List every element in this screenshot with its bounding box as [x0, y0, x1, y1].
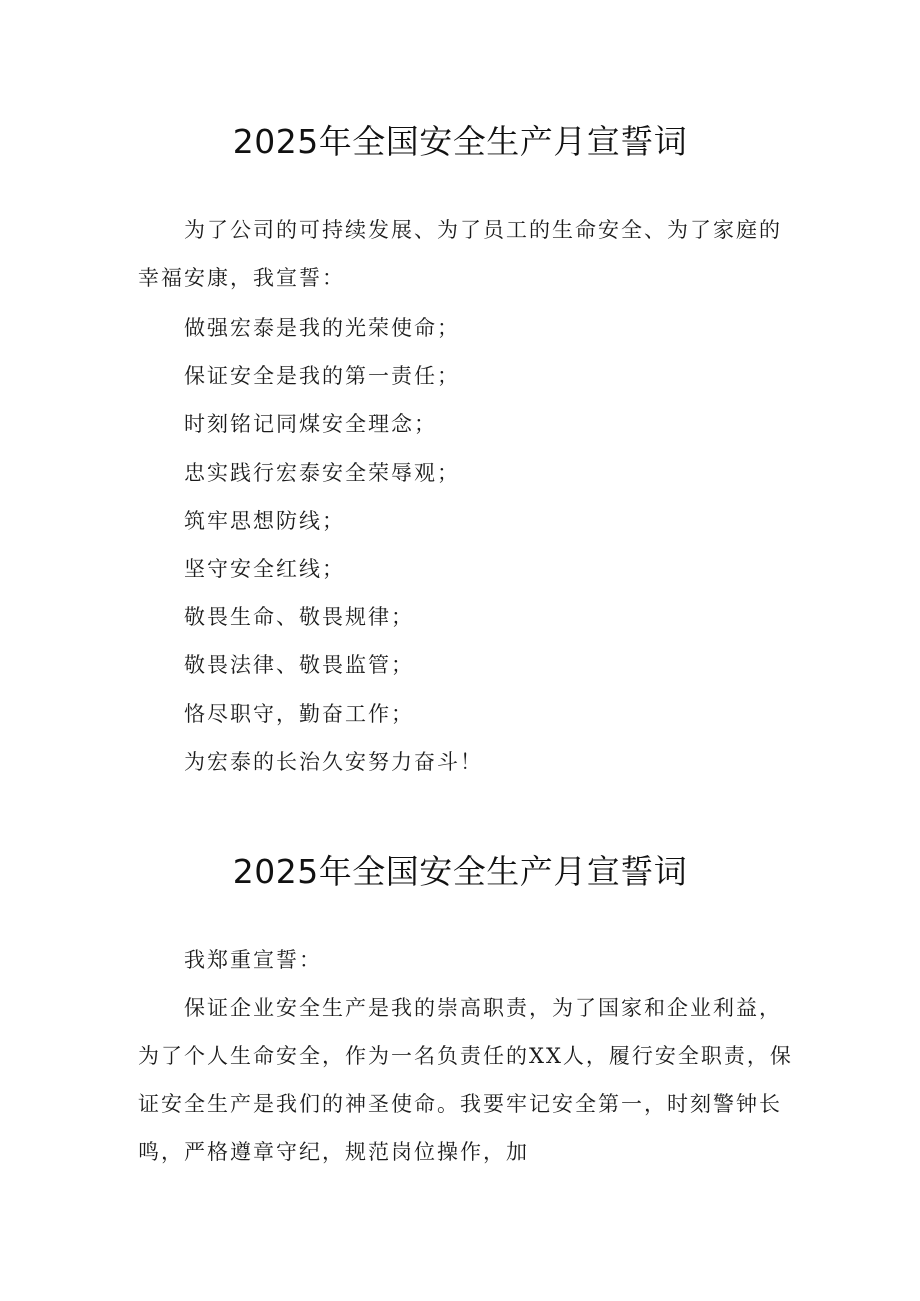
- vow-item: 恪尽职守，勤奋工作；: [184, 701, 414, 726]
- vow-item: 时刻铭记同煤安全理念；: [184, 412, 437, 437]
- section2-body: 保证企业安全生产是我的崇高职责，为了国家和企业利益，为了个人生命安全，作为一名负责任的XX人，履行安全职责，保证安全生产是我们的神圣使命。我要牢记安全第一，时刻警钟长鸣，严格遵章守纪，规范岗位操作，加: [138, 996, 793, 1164]
- vow-item: 为宏泰的长治久安努力奋斗！: [184, 749, 483, 774]
- vow-item: 敬畏法律、敬畏监管；: [184, 653, 414, 678]
- vow-item: 忠实践行宏泰安全荣辱观；: [184, 460, 460, 485]
- vow-item: 坚守安全红线；: [184, 557, 345, 582]
- section2-title: 2025年全国安全生产月宣誓词: [232, 852, 688, 891]
- section2-opening: 我郑重宣誓：: [184, 948, 322, 972]
- vow-list: [184, 304, 483, 786]
- vow-item: 做强宏泰是我的光荣使命；: [184, 316, 460, 340]
- section1-intro: 为了公司的可持续发展、为了员工的生命安全、为了家庭的幸福安康，我宣誓：: [138, 218, 782, 290]
- vow-item: 筑牢思想防线；: [184, 508, 345, 533]
- vow-item: 保证安全是我的第一责任；: [184, 364, 460, 389]
- section1-title: 2025年全国安全生产月宣誓词: [232, 122, 688, 161]
- vow-item: 敬畏生命、敬畏规律；: [184, 605, 414, 630]
